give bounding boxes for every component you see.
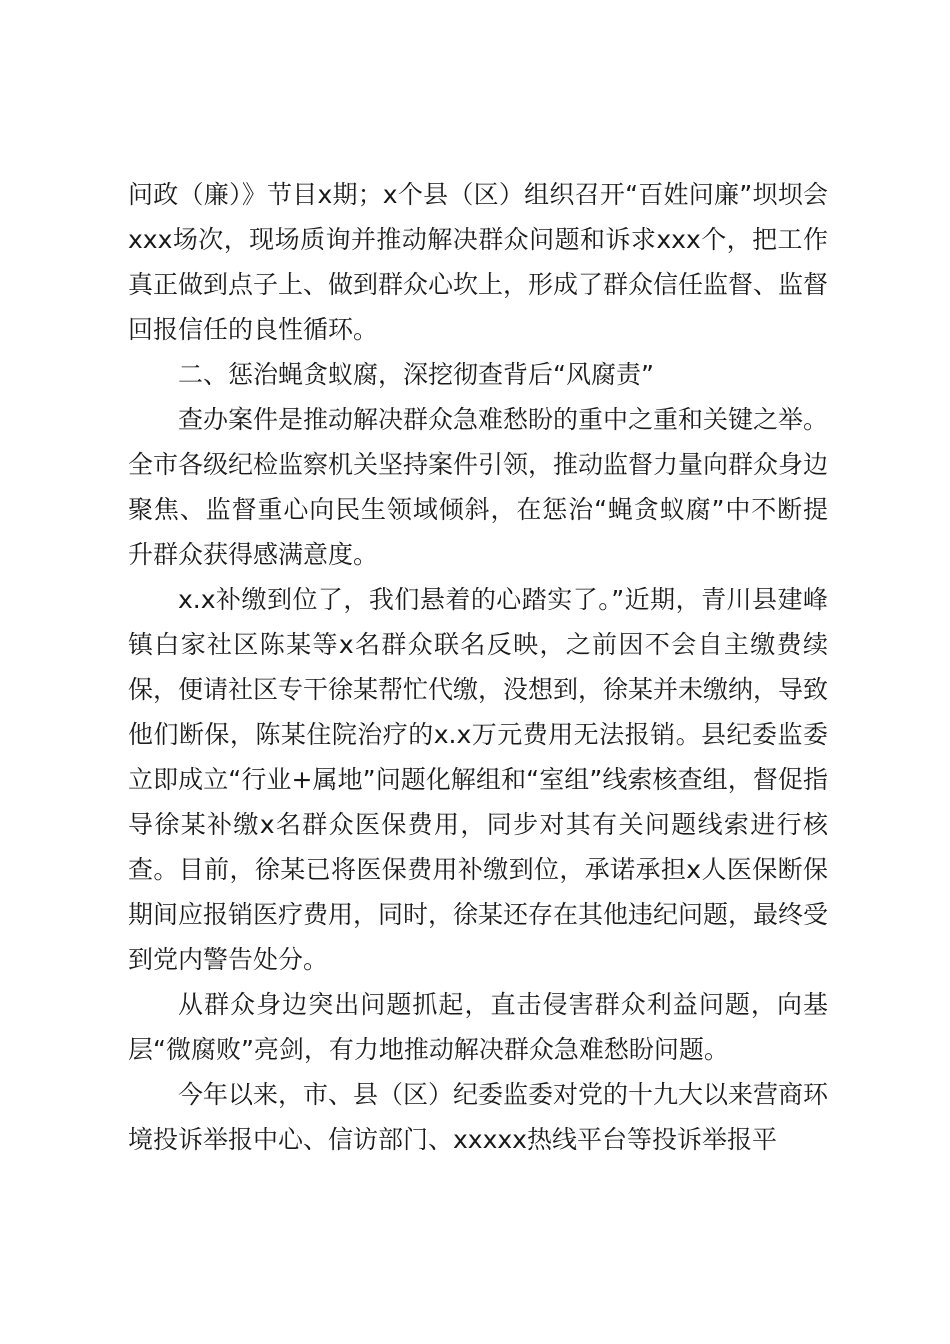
document-body: [128, 172, 828, 1162]
section-heading: 二、惩治蝇贪蚁腐，深挖彻查背后“风腐责”: [178, 360, 654, 389]
paragraph-this-year: 今年以来，市、县（区）纪委监委对党的十九大以来营商环境投诉举报中心、信访部门、xxxxx热线平台等投诉举报平: [128, 1080, 829, 1154]
paragraph-continuation: 问政（廉）》节目x期；x个县（区）组织召开“百姓问廉”坝坝会xxx场次，现场质询并推动解决群众问题和诉求xxx个，把工作真正做到点子上、做到群众心坎上，形成了群众信任监督、监督回报信任的良性循环。: [128, 180, 829, 344]
paragraph-case-investigation: 查办案件是推动解决群众急难愁盼的重中之重和关键之举。全市各级纪检监察机关坚持案件引领，推动监督力量向群众身边聚焦、监督重心向民生领域倾斜，在惩治“蝇贪蚁腐”中不断提升群众获得感满意度。: [128, 405, 829, 569]
paragraph-summary: 从群众身边突出问题抓起，直击侵害群众利益问题，向基层“微腐败”亮剑，有力地推动解决群众急难愁盼问题。: [128, 990, 828, 1064]
paragraph-case-example: x.x补缴到位了，我们悬着的心踏实了。”近期，青川县建峰镇白家社区陈某等x名群众联名反映，之前因不会自主缴费续保，便请社区专干徐某帮忙代缴，没想到，徐某并未缴纳，导致他们断保，陈某住院治疗的x.x万元费用无法报销。县纪委监委立即成立“行业+属地”问题化解组和“室组”线索核查组，督促指导徐某补缴x名群众医保费用，同步对其有关问题线索进行核查。目前，徐某已将医保费用补缴到位，承诺承担x人医保断保期间应报销医疗费用，同时，徐某还存在其他违纪问题，最终受到党内警告处分。: [128, 585, 829, 974]
